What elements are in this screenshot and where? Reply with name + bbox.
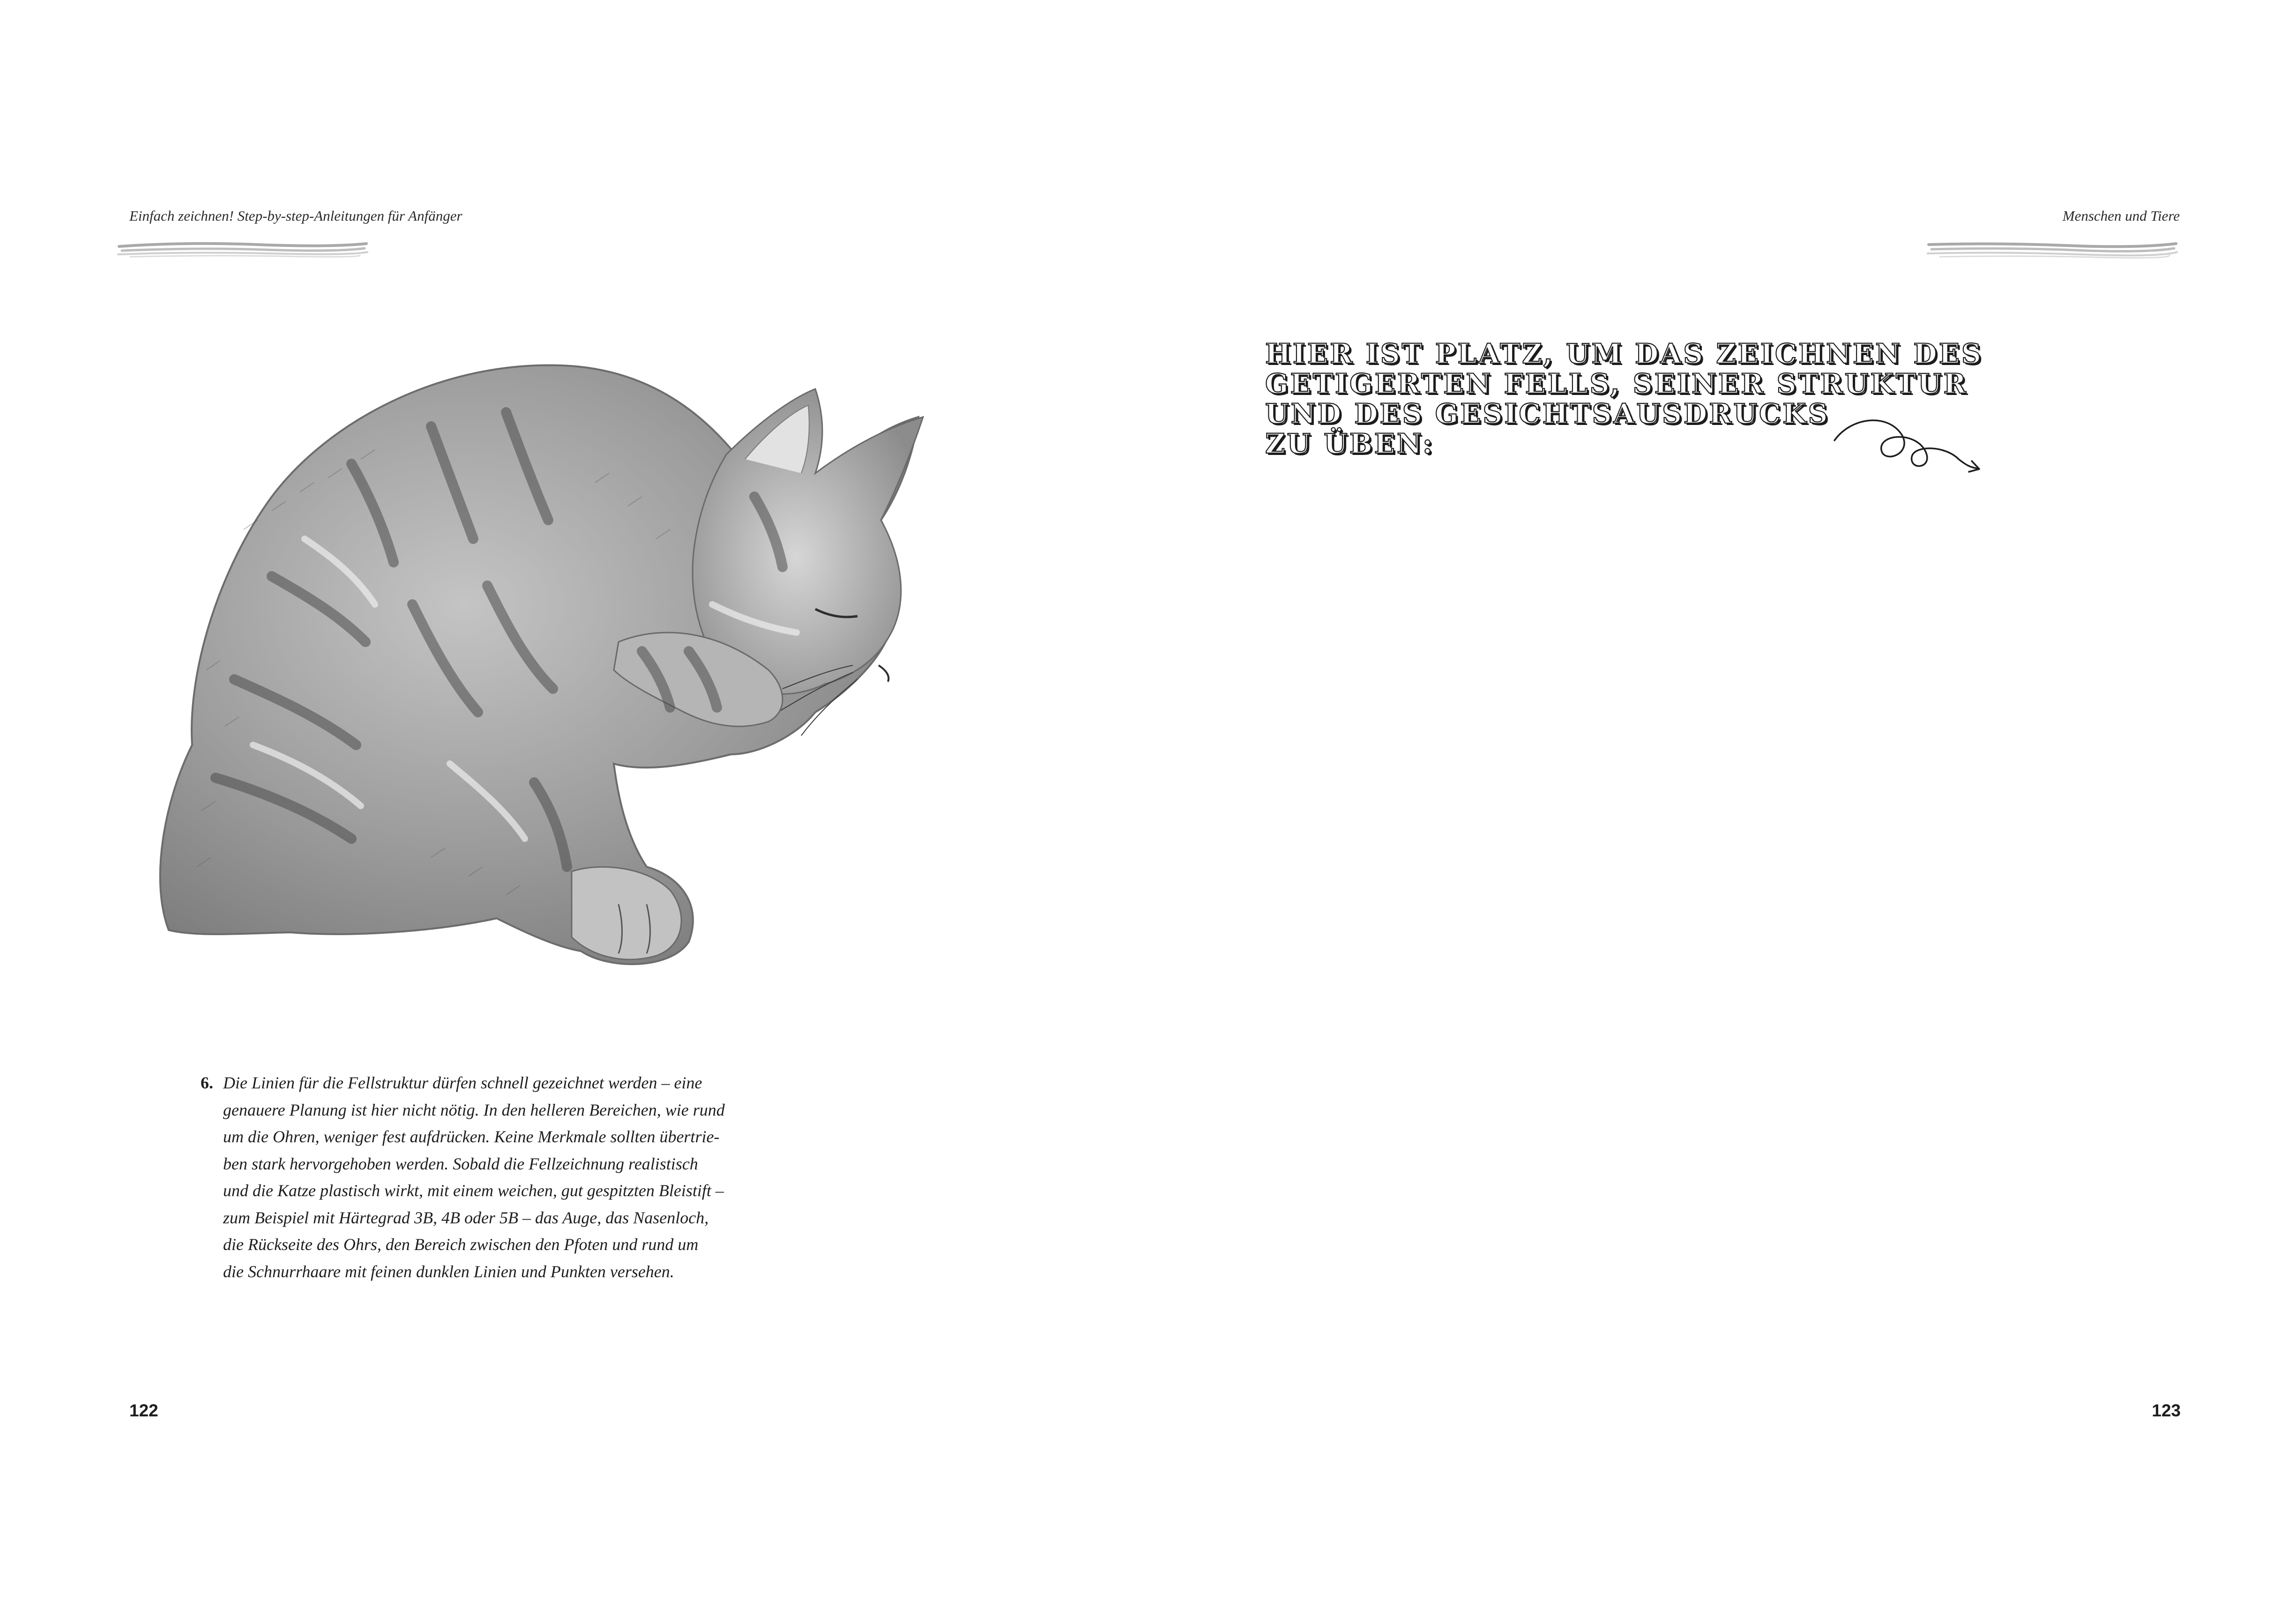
step-number: 6.	[201, 1073, 213, 1092]
heading-line: GETIGERTEN FELLS, SEINER STRUKTUR	[1265, 368, 1968, 400]
right-page	[1148, 0, 2296, 1623]
heading-line: HIER IST PLATZ, UM DAS ZEICHNEN DES	[1265, 338, 1983, 370]
step-text-line: die Schnurrhaare mit feinen dunklen Linien und Punkten versehen.	[223, 1262, 674, 1281]
step-text-line: genauere Planung ist hier nicht nötig. In den helleren Bereichen, wie rund	[223, 1100, 725, 1119]
running-head-right: Menschen und Tiere	[2062, 208, 2180, 224]
running-head-left: Einfach zeichnen! Step-by-step-Anleitungen für Anfänger	[129, 208, 462, 224]
step-text-line: Die Linien für die Fellstruktur dürfen schnell gezeichnet werden – eine	[223, 1073, 702, 1092]
pencil-sketch-cat-icon	[150, 342, 947, 998]
step-text-line: zum Beispiel mit Härtegrad 3B, 4B oder 5B – das Auge, das Nasenloch,	[223, 1208, 709, 1227]
brush-stroke-divider-left	[116, 238, 369, 260]
step-text-line: und die Katze plastisch wirkt, mit einem weichen, gut gespitzten Bleistift –	[223, 1181, 724, 1200]
step-6-instructions	[201, 1070, 870, 1285]
page-number-right: 123	[2152, 1401, 2181, 1420]
step-text-line: die Rückseite des Ohrs, den Bereich zwischen den Pfoten und rund um	[223, 1235, 699, 1254]
step-text-line: ben stark hervorgehoben werden. Sobald die Fellzeichnung realistisch	[223, 1154, 698, 1173]
step-text-line: um die Ohren, weniger fest aufdrücken. Keine Merkmale sollten übertrie-	[223, 1127, 720, 1146]
heading-line: ZU ÜBEN:	[1265, 428, 1435, 460]
heading-line: UND DES GESICHTSAUSDRUCKS	[1265, 398, 1830, 430]
brush-stroke-divider-right	[1926, 238, 2179, 260]
page-number-left: 122	[129, 1401, 158, 1420]
swirl-arrow-icon	[1832, 412, 1987, 478]
